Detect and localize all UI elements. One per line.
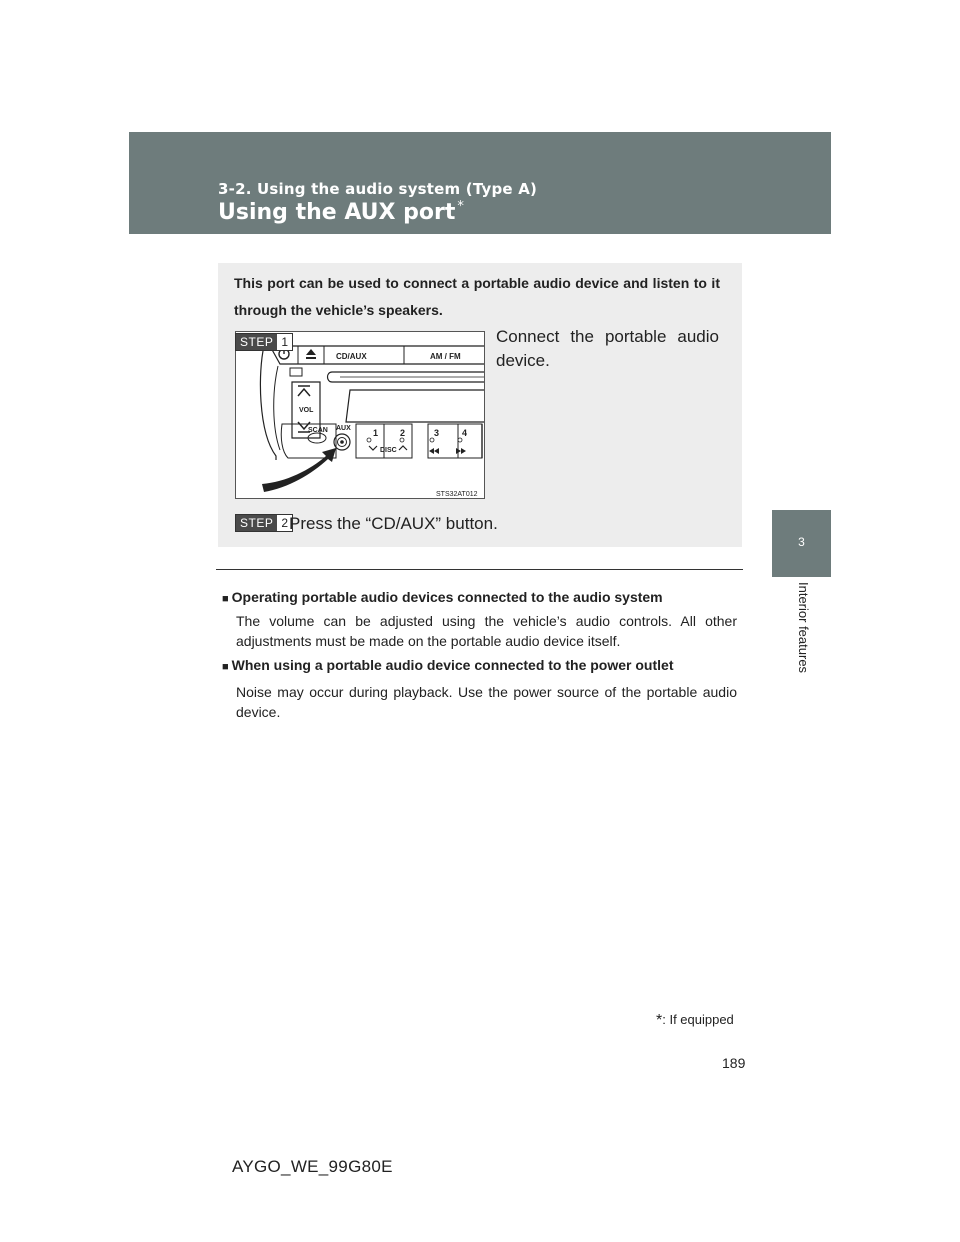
audio-unit-drawing [236,332,485,499]
disc-label: DISC [380,447,397,454]
audio-unit-illustration [235,331,485,499]
pointer-arrow [262,448,336,492]
footnote-marker: * [656,1012,663,1029]
if-equipped-marker: * [457,199,464,214]
preset-3: 3 [434,428,440,438]
rewind-icon [429,448,439,454]
header-band [129,132,831,234]
preset-2: 2 [400,428,406,438]
note-2-body: Noise may occur during playback. Use the power source of the portable audio device. [236,684,737,720]
page-title-text: Using the AUX port [218,200,456,225]
note-2-heading [222,656,673,676]
step-2-label: STEP [236,515,277,531]
intro-text: This port can be used to connect a portable audio device and listen to it through the vehicle’s speakers. [234,275,720,318]
note-1-heading [222,588,663,608]
bullet-icon: ■ [222,593,229,605]
section-label: 3-2. Using the audio system (Type A) [218,180,538,198]
chapter-number: 3 [798,535,805,549]
note-2-heading-text: When using a portable audio device connected to the power outlet [231,657,674,673]
preset-4: 4 [462,428,468,438]
bullet-icon: ■ [222,661,229,673]
illustration-code: STS32AT012 [436,491,478,498]
footnote [656,1012,734,1030]
preset-1: 1 [373,428,379,438]
step-1-number: 1 [281,335,289,349]
am-fm-label: AM / FM [430,352,461,361]
step-1-text-line2: device. [496,351,550,370]
chapter-label: Interior features [796,582,811,674]
page-title [218,199,464,225]
vol-label: VOL [299,407,314,414]
note-1-body: The volume can be adjusted using the vehicle’s audio controls. All other adjustments must be made on the portable audio device itself. [236,613,737,649]
step-1-text-line1: Connect the portable audio [496,327,719,346]
step-2-text: Press the “CD/AUX” button. [289,514,498,533]
note-1-heading-text: Operating portable audio devices connected to the audio system [231,589,663,605]
step-1-label: STEP [236,334,277,350]
step-1-badge [235,333,293,351]
doc-code: AYGO_WE_99G80E [232,1157,393,1176]
divider [216,569,743,570]
scan-label: SCAN [308,427,328,434]
chapter-tab [772,510,831,577]
step-2-badge [235,514,293,532]
footnote-text: : If equipped [662,1012,734,1027]
step-2-number: 2 [281,516,289,530]
aux-label: AUX [336,425,351,432]
page-number: 189 [722,1055,746,1071]
cd-aux-label: CD/AUX [336,352,367,361]
